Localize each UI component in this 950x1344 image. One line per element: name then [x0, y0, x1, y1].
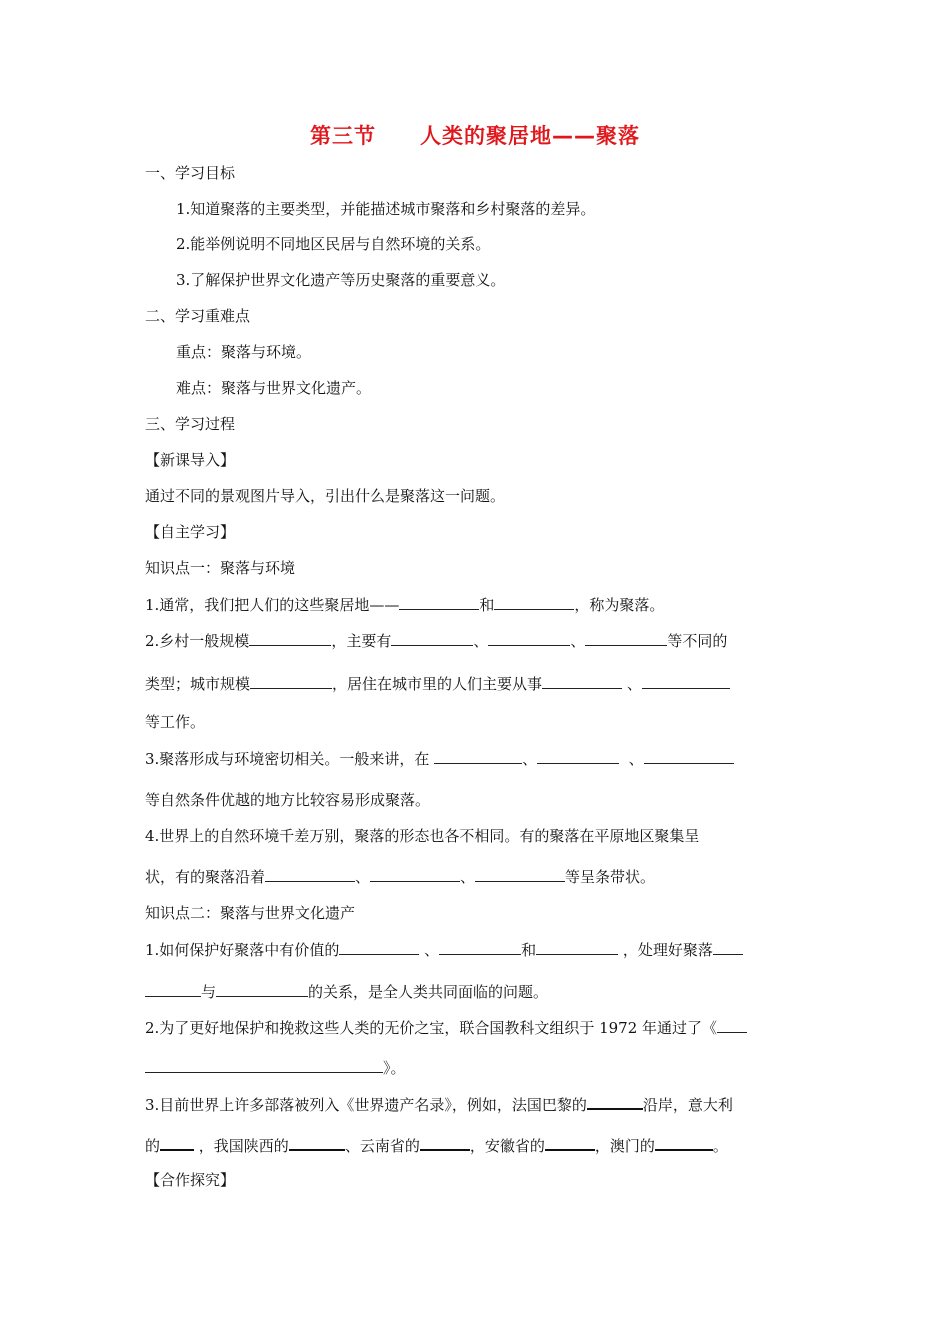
key-point: 重点：聚落与环境。	[176, 343, 312, 361]
goal-item-2: 2.能举例说明不同地区民居与自然环境的关系。	[176, 235, 491, 253]
heritage-question-2-line-2: 》。	[145, 1057, 406, 1078]
heritage-question-1-line-2: 与 的关系，是全人类共同面临的问题。	[145, 981, 548, 1002]
answer-blank[interactable]	[250, 673, 332, 689]
answer-blank[interactable]	[420, 1134, 470, 1151]
answer-blank[interactable]	[439, 939, 521, 955]
cooperation-heading: 【合作探究】	[145, 1171, 236, 1189]
answer-blank[interactable]	[642, 673, 730, 689]
answer-blank[interactable]	[391, 630, 473, 646]
answer-blank[interactable]	[537, 748, 619, 764]
answer-blank[interactable]	[536, 939, 618, 955]
question-3-line-1: 3.聚落形成与环境密切相关。一般来讲，在 、 、	[145, 748, 734, 769]
answer-blank[interactable]	[216, 981, 308, 997]
heritage-question-2-line-1: 2.为了更好地保护和挽救这些人类的无价之宝，联合国教科文组织于 1972 年通过了《	[145, 1017, 747, 1038]
section-heading-key-points: 二、学习重难点	[145, 307, 251, 325]
answer-blank[interactable]	[475, 866, 565, 882]
answer-blank[interactable]	[587, 1093, 643, 1110]
heritage-question-3-line-1: 3.目前世界上许多部落被列入《世界遗产名录》，例如，法国巴黎的 沿岸，意大利	[145, 1093, 733, 1115]
question-3-line-2: 等自然条件优越的地方比较容易形成聚落。	[145, 791, 431, 809]
question-2-line-2: 类型；城市规模 ，居住在城市里的人们主要从事 、	[145, 673, 730, 694]
question-4-line-1: 4.世界上的自然环境千差万别，聚落的形态也各不相同。有的聚落在平原地区聚集呈	[145, 827, 700, 845]
answer-blank[interactable]	[655, 1134, 713, 1151]
answer-blank[interactable]	[542, 673, 622, 689]
intro-text: 通过不同的景观图片导入，引出什么是聚落这一问题。	[145, 487, 506, 505]
answer-blank[interactable]	[399, 594, 479, 610]
heritage-question-3-line-2: 的 ，我国陕西的 、云南省的 ，安徽省的 ，澳门的 。	[145, 1134, 728, 1156]
question-4-line-2: 状，有的聚落沿着 、 、 等呈条带状。	[145, 868, 656, 886]
answer-blank[interactable]	[145, 981, 201, 997]
self-study-heading: 【自主学习】	[145, 523, 236, 541]
answer-blank[interactable]	[545, 1134, 595, 1151]
answer-blank[interactable]	[494, 594, 574, 610]
answer-blank[interactable]	[370, 866, 460, 882]
answer-blank[interactable]	[249, 630, 331, 646]
goal-item-1: 1.知道聚落的主要类型，并能描述城市聚落和乡村聚落的差异。	[176, 200, 596, 218]
answer-blank[interactable]	[289, 1134, 345, 1151]
question-2-line-3: 等工作。	[145, 713, 206, 731]
section-heading-goals: 一、学习目标	[145, 164, 236, 182]
section-heading-process: 三、学习过程	[145, 415, 236, 433]
page-title: 第三节 人类的聚居地——聚落	[310, 124, 640, 148]
difficult-point: 难点：聚落与世界文化遗产。	[176, 379, 372, 397]
answer-blank[interactable]	[145, 1057, 383, 1073]
answer-blank[interactable]	[265, 866, 355, 882]
answer-blank[interactable]	[644, 748, 734, 764]
question-2-line-1: 2.乡村一般规模 ，主要有 、 、 等不同的	[145, 632, 728, 650]
answer-blank[interactable]	[717, 1017, 747, 1033]
answer-blank[interactable]	[160, 1134, 194, 1151]
answer-blank[interactable]	[585, 630, 667, 646]
knowledge-point-1: 知识点一：聚落与环境	[145, 559, 296, 577]
answer-blank[interactable]	[713, 939, 743, 955]
answer-blank[interactable]	[339, 939, 419, 955]
heritage-question-1-line-1: 1.如何保护好聚落中有价值的 、 和 ，处理好聚落	[145, 939, 743, 960]
answer-blank[interactable]	[434, 748, 522, 764]
goal-item-3: 3.了解保护世界文化遗产等历史聚落的重要意义。	[176, 271, 506, 289]
answer-blank[interactable]	[488, 630, 570, 646]
intro-heading: 【新课导入】	[145, 451, 236, 469]
knowledge-point-2: 知识点二：聚落与世界文化遗产	[145, 904, 356, 922]
question-1: 1.通常，我们把人们的这些聚居地—— 和 ，称为聚落。	[145, 596, 665, 614]
